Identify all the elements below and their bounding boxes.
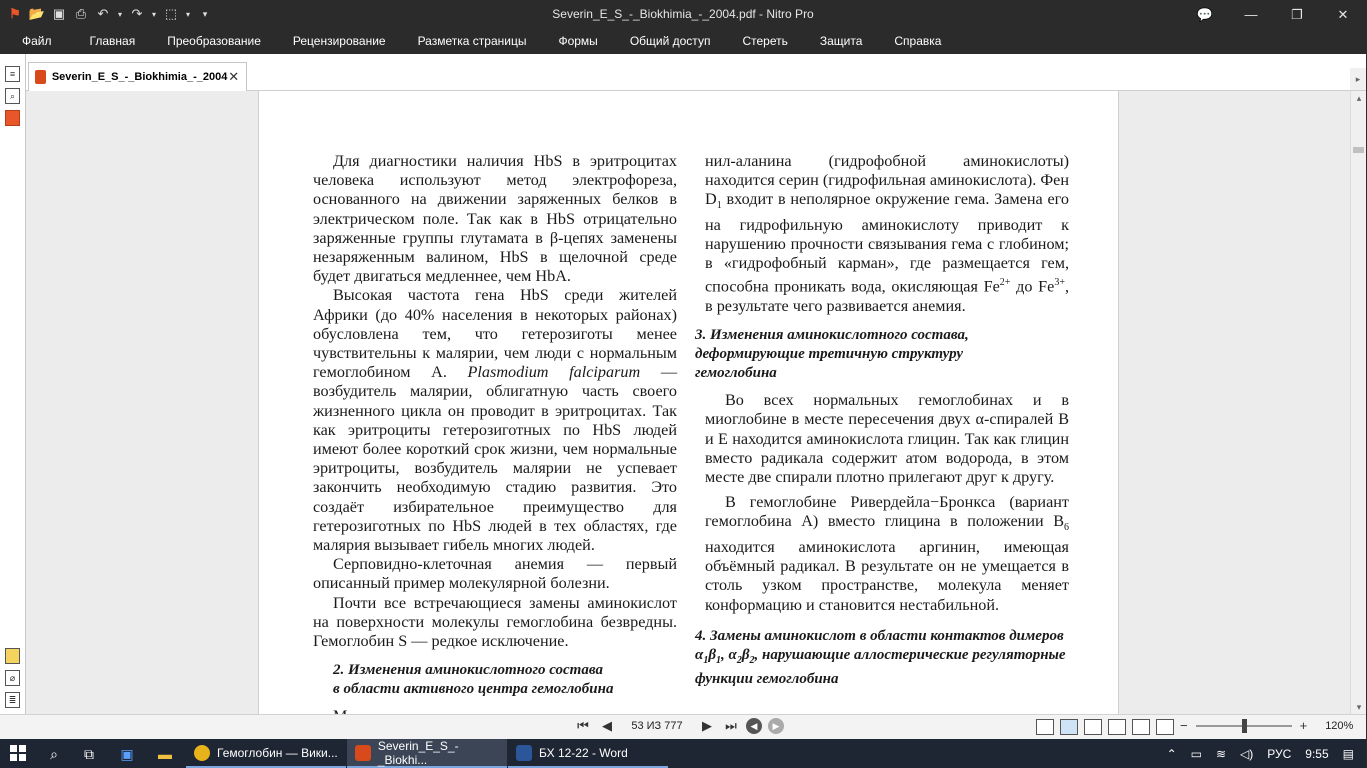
volume-icon[interactable]: ◁) [1240, 746, 1254, 761]
zoom-in-icon[interactable]: + [1299, 718, 1308, 733]
paragraph: Во всех нормальных гемоглобинах и в миоглобине в месте пересечения двух α-спиралей B и E находится аминокислота глицин. Так как глицин вместо радикала содержит атом водорода, в этом месте две спирали плотно прилегают друг к другу. [705, 391, 1069, 487]
show-hidden-icons-icon[interactable]: ⌃ [1166, 746, 1177, 761]
menu-forms[interactable]: Формы [558, 34, 598, 48]
paragraph: Высокая частота гена HbS среди жителей Африки (до 40% населения в некоторых районах) обусловлена тем, что гетерозиготы менее чувствительны к малярии, чем люди с нормальным гемоглобином A. Plasmodium falciparum — возбудитель малярии, облигатную часть своего жизненного цикла он проводит в эритроцитах. Так как эритроциты гетерозиготных по HbS людей имеют более короткий срок жизни, чем нормальные эритроциты, возбудитель малярии не успевает закончить необходимую стадию развития. Это создаёт избирательное преимущество для гетерозиготных по HbS людей в тех областях, где малярия вызывает гибель многих людей. [313, 286, 677, 555]
comments-panel-icon[interactable] [5, 648, 20, 664]
menu-review[interactable]: Рецензирование [292, 34, 386, 48]
paragraph: нил-аланина (гидрофобной аминокислоты) находится серин (гидрофильная аминокислота). Фен $D_1$ входит в неполярное окружение гема. Замена его на гидрофильную аминокислоту приводит к нарушению прочности связывания гема с глобином; в «гидрофобный карман», где размещается гем, способна проникать вода, окисляющая $Fe^{2+}$ до $Fe^{3+}$, в результате чего развивается анемия. [705, 152, 1069, 316]
tab-scroll-right-icon[interactable]: ▸ [1350, 68, 1366, 90]
document-tab[interactable] [28, 62, 247, 91]
zoom-level[interactable]: 120% [1325, 719, 1354, 732]
bookmarks-panel-icon[interactable] [5, 110, 20, 126]
pdf-page [258, 91, 1119, 731]
battery-icon[interactable]: ▭ [1190, 746, 1202, 761]
select-dropdown-icon[interactable]: ▾ [185, 9, 190, 19]
windows-taskbar [0, 739, 1366, 768]
taskbar-app-browser[interactable]: Гемоглобин — Вики... [186, 739, 346, 768]
word-icon [516, 745, 532, 761]
input-language[interactable]: РУС [1267, 746, 1292, 761]
paragraph: Серповидно-клеточная анемия — первый описанный пример молекулярной болезни. [313, 555, 677, 593]
page-number-field[interactable]: 53 ИЗ 777 [631, 720, 683, 732]
task-view-icon[interactable]: ⧉ [84, 746, 94, 762]
taskbar-app-word[interactable]: БХ 12-22 - Word [508, 739, 668, 768]
first-page-icon[interactable]: ⏮ [577, 718, 589, 733]
undo-icon[interactable]: ↶ [97, 6, 109, 21]
menu-help[interactable]: Справка [894, 34, 942, 48]
zoom-slider-knob[interactable] [1242, 719, 1247, 733]
start-button[interactable] [10, 745, 26, 761]
left-text-column [313, 152, 677, 726]
nitro-app-icon [355, 745, 371, 761]
customize-toolbar-icon[interactable]: ▾ [202, 8, 208, 19]
restore-button[interactable]: ❐ [1291, 6, 1303, 22]
notifications-icon[interactable]: ▤ [1342, 746, 1354, 761]
fullscreen-view-icon[interactable] [1156, 719, 1174, 735]
search-icon[interactable]: ⌕ [50, 746, 58, 762]
scroll-down-icon[interactable]: ▾ [1356, 702, 1362, 712]
menu-home[interactable]: Главная [89, 34, 136, 48]
taskbar-app-nitro[interactable]: Severin_E_S_-_Biokhi... [347, 739, 507, 768]
menu-erase[interactable]: Стереть [742, 34, 788, 48]
menu-share[interactable]: Общий доступ [629, 34, 711, 48]
close-tab-icon[interactable]: ✕ [228, 69, 240, 84]
window-title: Severin_E_S_-_Biokhimia_-_2004.pdf - Nitro Pro [552, 7, 814, 21]
attachments-panel-icon[interactable]: ⌀ [5, 670, 20, 686]
select-cursor-icon[interactable]: ⬚ [164, 6, 178, 21]
menu-bar [0, 29, 1366, 54]
fields-panel-icon[interactable]: ≣ [5, 692, 20, 708]
page-navigation [574, 718, 784, 734]
document-tab-strip [26, 54, 1366, 91]
scroll-up-icon[interactable]: ▴ [1356, 93, 1362, 103]
forward-view-icon[interactable]: ▶ [768, 718, 784, 734]
document-viewer[interactable] [26, 91, 1350, 714]
left-panel-bar [0, 54, 26, 714]
back-view-icon[interactable]: ◀ [746, 718, 762, 734]
single-page-view-icon[interactable] [1036, 719, 1054, 735]
chrome-icon [194, 745, 210, 761]
previous-page-icon[interactable]: ◀ [602, 718, 612, 733]
pdf-file-icon [35, 70, 46, 84]
status-bar [0, 714, 1366, 739]
help-comment-icon[interactable]: 💬 [1196, 6, 1214, 22]
section-heading-2: 2. Изменения аминокислотного состава в области активного центра гемоглобина [333, 662, 614, 698]
print-icon[interactable]: ⎙ [75, 6, 87, 21]
title-bar [0, 0, 1366, 29]
menu-protect[interactable]: Защита [819, 34, 863, 48]
paragraph: В гемоглобине Ривердейла−Бронкса (вариант гемоглобина A) вместо глицина в положении $B_6$ находится аминокислота аргинин, имеющая объёмный радикал. В результате он не умещается в столь узком пространстве, молекула меняет конформацию и становится нестабильной. [705, 493, 1069, 614]
vertical-scrollbar[interactable] [1350, 91, 1366, 714]
last-page-icon[interactable]: ⏭ [725, 718, 737, 733]
view-mode-buttons [1036, 719, 1174, 735]
close-window-button[interactable]: ✕ [1337, 6, 1349, 22]
open-folder-icon[interactable]: 📂 [28, 6, 46, 21]
menu-file[interactable]: Файл [22, 34, 52, 48]
clock[interactable]: 9:55 [1305, 746, 1329, 761]
next-page-icon[interactable]: ▶ [702, 718, 712, 733]
redo-dropdown-icon[interactable]: ▾ [151, 9, 156, 19]
undo-dropdown-icon[interactable]: ▾ [117, 9, 122, 19]
window-controls [1182, 0, 1366, 29]
zoom-control [1180, 718, 1353, 733]
menu-convert[interactable]: Преобразование [167, 34, 261, 48]
continuous-view-icon[interactable] [1060, 719, 1078, 735]
nitro-logo-icon: ⚑ [9, 6, 21, 21]
right-text-column [695, 152, 1069, 697]
pinned-app-icon[interactable]: ▣ [120, 746, 134, 762]
file-explorer-icon[interactable]: ▬ [158, 746, 172, 762]
facing-view-icon[interactable] [1084, 719, 1102, 735]
paragraph: Почти все встречающиеся замены аминокислот на поверхности молекулы гемоглобина безвредны. Гемоглобин S — редкое исключение. [313, 593, 677, 651]
pages-panel-icon[interactable]: ≡ [5, 66, 20, 82]
redo-icon[interactable]: ↷ [131, 6, 143, 21]
fit-width-icon[interactable] [1132, 719, 1150, 735]
minimize-button[interactable]: — [1244, 7, 1258, 22]
save-icon[interactable]: ▣ [52, 6, 66, 21]
system-tray [1167, 739, 1354, 768]
scrollbar-thumb[interactable] [1353, 147, 1364, 153]
zoom-out-icon[interactable]: − [1180, 718, 1188, 733]
wifi-icon[interactable]: ≋ [1215, 746, 1227, 761]
section-heading-3: 3. Изменения аминокислотного состава, деформирующие третичную структуру гемоглобина [695, 327, 969, 382]
zoom-slider[interactable] [1196, 725, 1292, 727]
search-panel-icon[interactable]: ⌕ [5, 88, 20, 104]
paragraph: Для диагностики наличия HbS в эритроцитах человека используют метод электрофореза, основанного на движении заряженных белков в электрическом поле. Так как в HbS отрицательно заряженные группы глутамата в β-цепях заменены незаряженным валином, HbS в щелочной среде будет двигаться медленнее, чем HbA. [313, 152, 677, 286]
menu-page-layout[interactable]: Разметка страницы [417, 34, 527, 48]
facing-continuous-view-icon[interactable] [1108, 719, 1126, 735]
document-tab-title: Severin_E_S_-_Biokhimia_-_2004 [51, 71, 228, 83]
section-heading-4: 4. Замены аминокислот в области контактов димеров $\alpha_1\beta_1$, $\alpha_2\beta_2$, нарушающие аллостерические регуляторные функции гемоглобина [695, 627, 1066, 687]
